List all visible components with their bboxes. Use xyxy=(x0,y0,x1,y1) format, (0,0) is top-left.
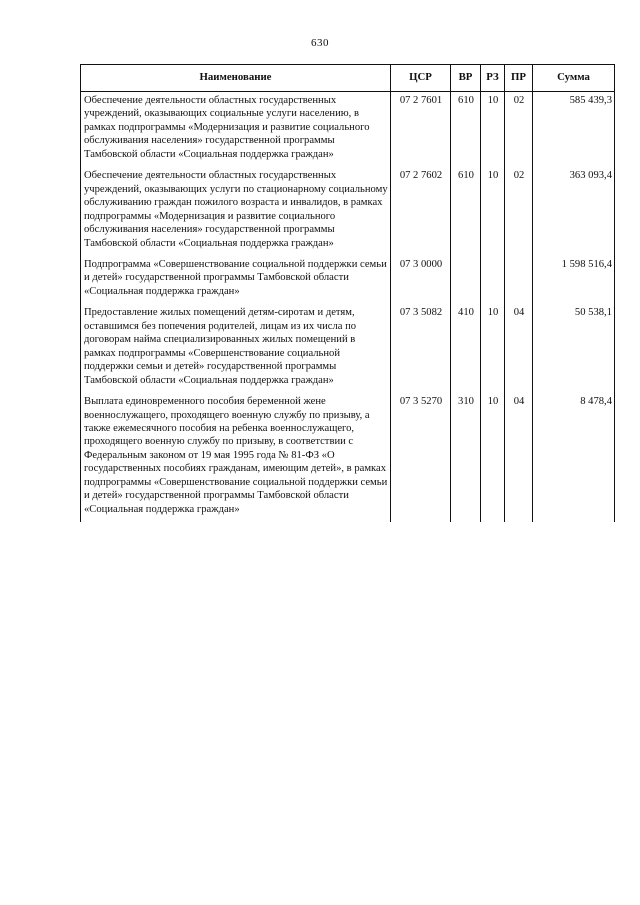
row-pr xyxy=(505,256,533,304)
row-name: Предоставление жилых помещений детям-сиротам и детям, оставшимся без попечения родителей, лицам из их числа по договорам найма специализированных жилых помещений в рамках подпрограммы «Совершенствование социальной поддержки семьи и детей» государственной программы Тамбовской области «Социальная поддержка граждан» xyxy=(81,304,391,393)
header-name: Наименование xyxy=(81,65,391,92)
row-name: Подпрограмма «Совершенствование социальной поддержки семьи и детей» государственной программы Тамбовской области «Социальная поддержка граждан» xyxy=(81,256,391,304)
row-vr: 310 xyxy=(451,393,481,522)
row-csr: 07 2 7602 xyxy=(391,167,451,256)
header-vr: ВР xyxy=(451,65,481,92)
table-body xyxy=(81,92,615,523)
header-csr: ЦСР xyxy=(391,65,451,92)
header-rz: РЗ xyxy=(481,65,505,92)
table-row xyxy=(81,304,615,393)
page-number: 630 xyxy=(311,37,329,49)
row-sum: 585 439,3 xyxy=(533,92,615,168)
table-header xyxy=(81,65,615,92)
header-row xyxy=(81,65,615,92)
row-pr: 04 xyxy=(505,393,533,522)
row-rz xyxy=(481,256,505,304)
budget-table xyxy=(80,64,615,522)
row-csr: 07 3 5082 xyxy=(391,304,451,393)
row-vr xyxy=(451,256,481,304)
row-pr: 04 xyxy=(505,304,533,393)
row-sum: 1 598 516,4 xyxy=(533,256,615,304)
row-name: Обеспечение деятельности областных государственных учреждений, оказывающих социальные услуги населению, в рамках подпрограммы «Модернизация и развитие социального обслуживания населения» государственной программы Тамбовской области «Социальная поддержка граждан» xyxy=(81,92,391,168)
row-rz: 10 xyxy=(481,92,505,168)
table-row xyxy=(81,256,615,304)
row-name: Обеспечение деятельности областных государственных учреждений, оказывающих услуги по стационарному социальному обслуживанию граждан пожилого возраста и инвалидов, в рамках подпрограммы «Модернизация и развитие социального обслуживания населения» государственной программы Тамбовской области «Социальная поддержка граждан» xyxy=(81,167,391,256)
row-sum: 8 478,4 xyxy=(533,393,615,522)
row-csr: 07 3 5270 xyxy=(391,393,451,522)
row-sum: 50 538,1 xyxy=(533,304,615,393)
header-pr: ПР xyxy=(505,65,533,92)
table-row xyxy=(81,167,615,256)
row-vr: 610 xyxy=(451,167,481,256)
row-sum: 363 093,4 xyxy=(533,167,615,256)
row-pr: 02 xyxy=(505,167,533,256)
table-row xyxy=(81,92,615,168)
row-vr: 410 xyxy=(451,304,481,393)
header-sum: Сумма xyxy=(533,65,615,92)
row-rz: 10 xyxy=(481,167,505,256)
row-csr: 07 3 0000 xyxy=(391,256,451,304)
row-pr: 02 xyxy=(505,92,533,168)
row-rz: 10 xyxy=(481,304,505,393)
table-row xyxy=(81,393,615,522)
row-name: Выплата единовременного пособия беременной жене военнослужащего, проходящего военную службу по призыву, а также ежемесячного пособия на ребенка военнослужащего, проходящего военную службу по призыву, в соответствии с Федеральным законом от 19 мая 1995 года № 81-ФЗ «О государственных пособиях гражданам, имеющим детей», в рамках подпрограммы «Совершенствование социальной поддержки семьи и детей» государственной программы Тамбовской области «Социальная поддержка граждан» xyxy=(81,393,391,522)
row-rz: 10 xyxy=(481,393,505,522)
row-vr: 610 xyxy=(451,92,481,168)
row-csr: 07 2 7601 xyxy=(391,92,451,168)
